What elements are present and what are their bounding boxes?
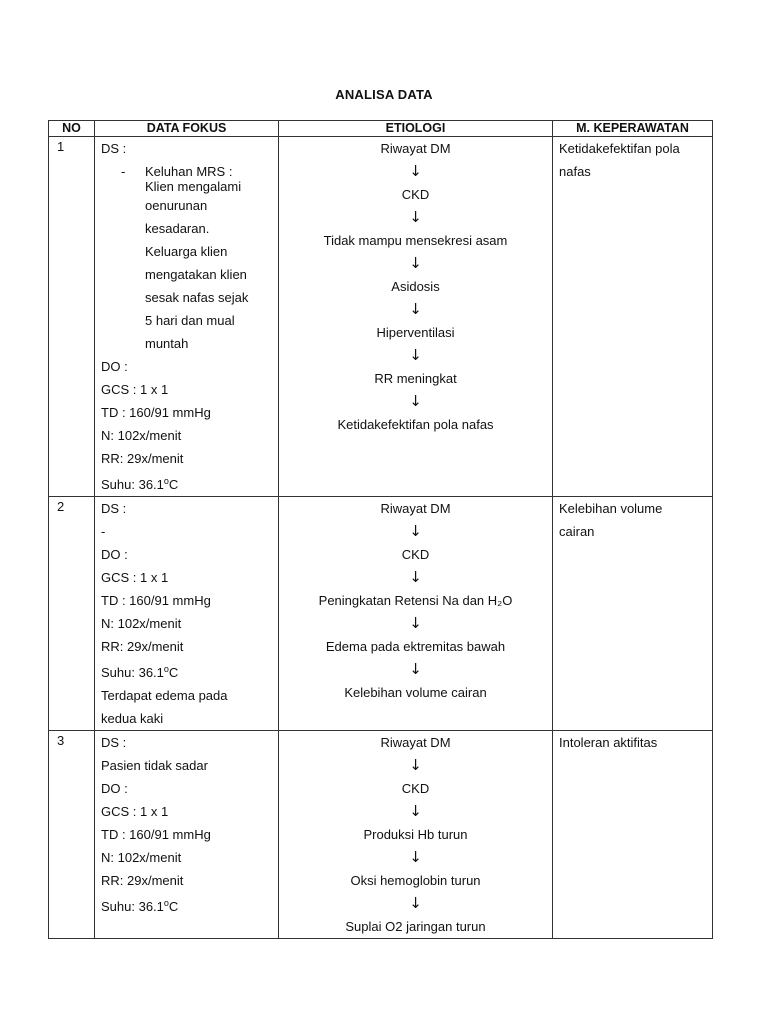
down-arrow-icon: ↓	[409, 802, 422, 820]
do-line: GCS : 1 x 1	[101, 382, 169, 397]
ds-value: Pasien tidak sadar	[101, 758, 208, 773]
etiologi-step: Riwayat DM	[380, 735, 451, 750]
etiologi-step: RR meningkat	[374, 371, 457, 386]
data-fokus-cell	[95, 497, 279, 731]
etiologi-step: Hiperventilasi	[376, 325, 455, 340]
table-row	[49, 497, 713, 731]
do-line: N: 102x/menit	[101, 428, 182, 443]
down-arrow-icon: ↓	[409, 568, 422, 586]
down-arrow-icon: ↓	[409, 522, 422, 540]
masalah-line: cairan	[559, 524, 595, 539]
etiologi-step: Ketidakefektifan pola nafas	[337, 417, 494, 432]
do-line: TD : 160/91 mmHg	[101, 827, 211, 842]
table-row	[49, 731, 713, 939]
etiologi-step: Produksi Hb turun	[363, 827, 468, 842]
etiologi-cell	[279, 731, 553, 939]
ds-line: 5 hari dan mual	[145, 313, 235, 328]
ds-label: DS :	[101, 501, 127, 516]
etiologi-step: Peningkatan Retensi Na dan H₂O	[318, 593, 513, 608]
bullet-dash: -	[121, 164, 126, 179]
ds-label: DS :	[101, 735, 127, 750]
down-arrow-icon: ↓	[409, 894, 422, 912]
down-arrow-icon: ↓	[409, 300, 422, 318]
masalah-cell	[553, 731, 713, 939]
do-line: TD : 160/91 mmHg	[101, 405, 211, 420]
down-arrow-icon: ↓	[409, 162, 422, 180]
do-label: DO :	[101, 547, 128, 562]
ds-label: DS :	[101, 141, 127, 156]
do-label: DO :	[101, 781, 128, 796]
do-line: N: 102x/menit	[101, 616, 182, 631]
suhu-line: Suhu: 36.1$^o$C	[101, 664, 179, 680]
etiologi-step: Oksi hemoglobin turun	[350, 873, 481, 888]
down-arrow-icon: ↓	[409, 848, 422, 866]
row-number: 3	[49, 731, 95, 939]
etiologi-step: Tidak mampu mensekresi asam	[323, 233, 508, 248]
suhu-line: Suhu: 36.1$^o$C	[101, 476, 179, 492]
masalah-line: Intoleran aktifitas	[559, 735, 658, 750]
etiologi-step: Asidosis	[391, 279, 440, 294]
down-arrow-icon: ↓	[409, 756, 422, 774]
do-line: TD : 160/91 mmHg	[101, 593, 211, 608]
down-arrow-icon: ↓	[409, 346, 422, 364]
ds-line: Klien mengalami	[145, 179, 242, 194]
etiologi-step: CKD	[401, 781, 430, 796]
header-masalah: M. KEPERAWATAN	[553, 121, 713, 137]
ds-line: Keluarga klien	[145, 244, 228, 259]
page-title: ANALISA DATA	[335, 87, 433, 102]
etiologi-step: Edema pada ektremitas bawah	[325, 639, 506, 654]
ds-line: Keluhan MRS :	[145, 164, 233, 179]
do-line: RR: 29x/menit	[101, 639, 184, 654]
etiologi-step: CKD	[401, 187, 430, 202]
row-number: 1	[49, 137, 95, 497]
extra-line: kedua kaki	[101, 711, 164, 726]
data-fokus-cell	[95, 137, 279, 497]
down-arrow-icon: ↓	[409, 254, 422, 272]
row-number: 2	[49, 497, 95, 731]
masalah-line: Kelebihan volume	[559, 501, 663, 516]
ds-line: muntah	[145, 336, 189, 351]
extra-line: Terdapat edema pada	[101, 688, 228, 703]
down-arrow-icon: ↓	[409, 208, 422, 226]
suhu-line: Suhu: 36.1$^o$C	[101, 898, 179, 914]
masalah-cell	[553, 497, 713, 731]
etiologi-cell	[279, 497, 553, 731]
ds-line: sesak nafas sejak	[145, 290, 249, 305]
do-line: RR: 29x/menit	[101, 873, 184, 888]
etiologi-step: Suplai O2 jaringan turun	[345, 919, 486, 934]
header-data-fokus: DATA FOKUS	[95, 121, 279, 137]
data-fokus-cell	[95, 731, 279, 939]
header-etiologi: ETIOLOGI	[279, 121, 553, 137]
analysis-table	[48, 120, 713, 939]
table-row	[49, 137, 713, 497]
ds-line: kesadaran.	[145, 221, 210, 236]
do-label: DO :	[101, 359, 128, 374]
do-line: N: 102x/menit	[101, 850, 182, 865]
etiologi-step: Riwayat DM	[380, 141, 451, 156]
do-line: RR: 29x/menit	[101, 451, 184, 466]
down-arrow-icon: ↓	[409, 614, 422, 632]
table-header-row	[49, 121, 713, 137]
down-arrow-icon: ↓	[409, 660, 422, 678]
ds-line: oenurunan	[145, 198, 208, 213]
masalah-line: Ketidakefektifan pola	[559, 141, 680, 156]
etiologi-step: Riwayat DM	[380, 501, 451, 516]
masalah-cell	[553, 137, 713, 497]
ds-line: mengatakan klien	[145, 267, 247, 282]
etiologi-step: Kelebihan volume cairan	[344, 685, 487, 700]
etiologi-cell	[279, 137, 553, 497]
etiologi-step: CKD	[401, 547, 430, 562]
ds-bullet	[101, 164, 272, 355]
masalah-line: nafas	[559, 164, 591, 179]
down-arrow-icon: ↓	[409, 392, 422, 410]
header-no: NO	[49, 121, 95, 137]
do-line: GCS : 1 x 1	[101, 570, 169, 585]
ds-value: -	[101, 524, 106, 539]
do-line: GCS : 1 x 1	[101, 804, 169, 819]
